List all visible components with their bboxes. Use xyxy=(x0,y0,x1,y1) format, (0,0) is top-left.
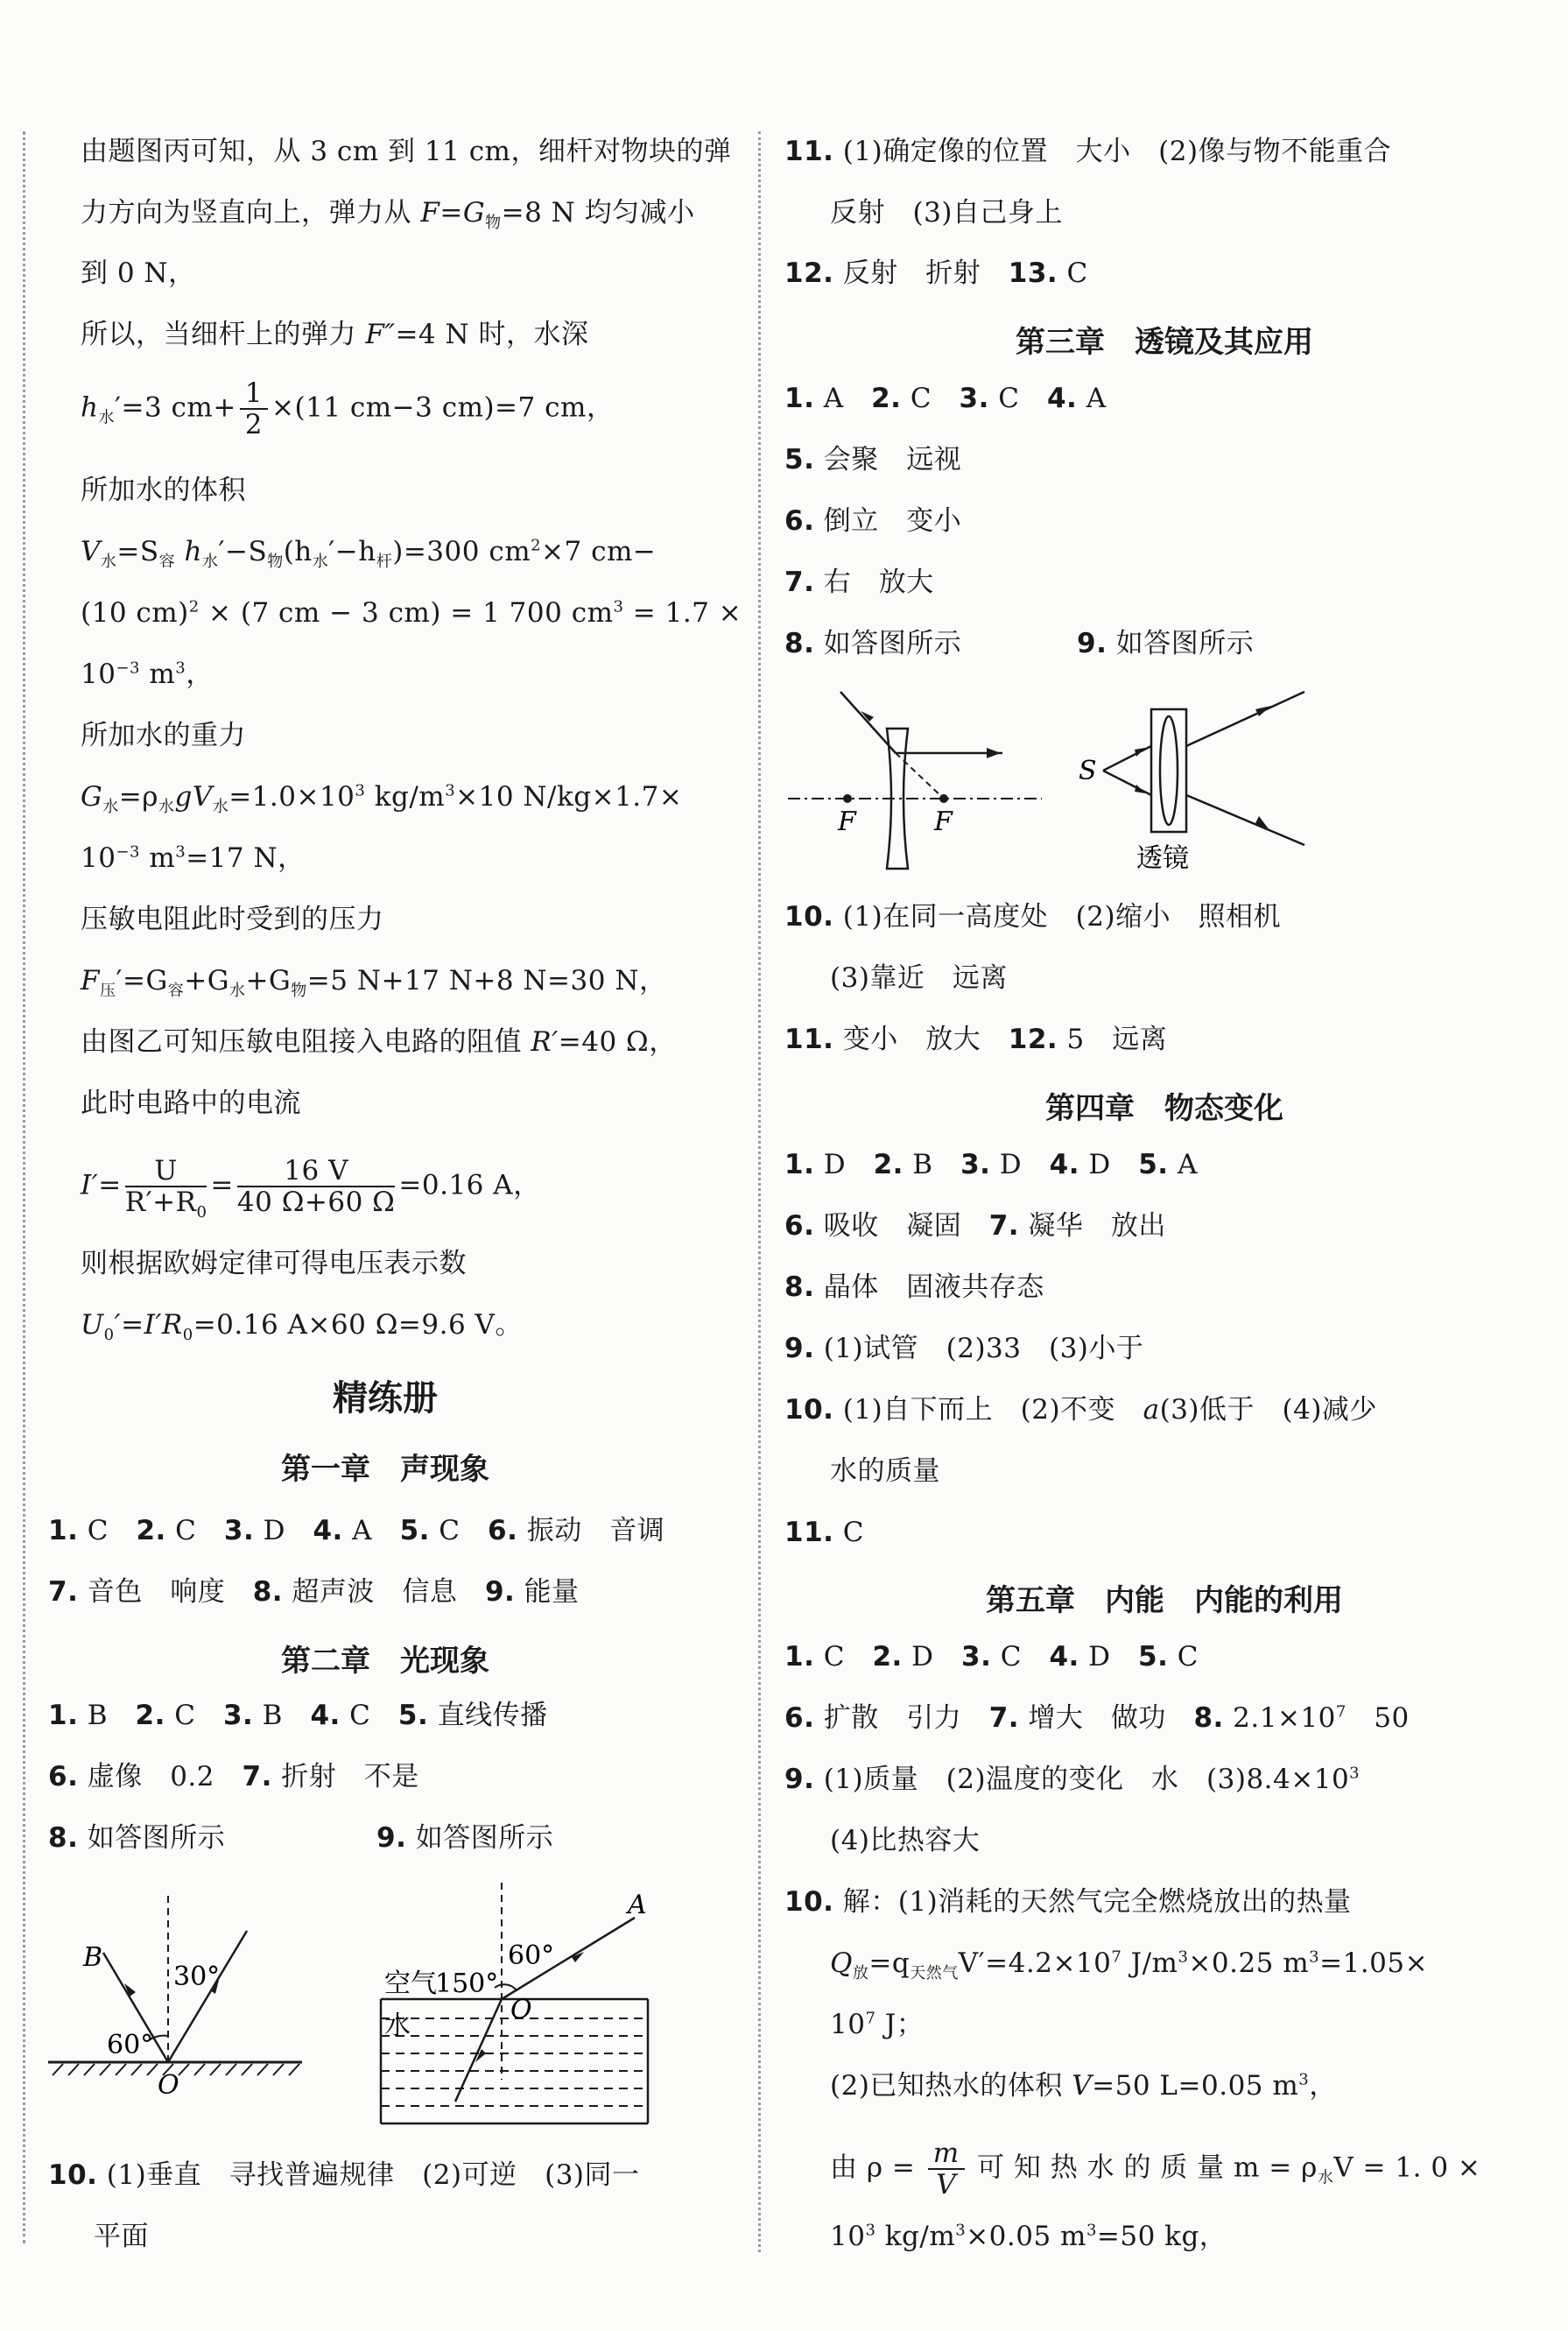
answer-line: 5. 会聚 远视 xyxy=(784,444,962,475)
answer-line: 8. 如答图所示 xyxy=(784,628,962,659)
answer-line: 9. 如答图所示 xyxy=(376,1822,554,1854)
answer-line: 平面 xyxy=(94,2221,149,2252)
formula-line: $G_水=\rho_水gV_水=1.0\times 10^3$ $kg/m^3\times 10$ N/kg×1.7× xyxy=(81,781,683,817)
text-line: 所加水的体积 xyxy=(81,475,246,506)
answer-line: 7. 右 放大 xyxy=(784,567,934,598)
answer-line: 10. (1)在同一高度处 (2)缩小 照相机 xyxy=(784,901,1282,933)
formula-line: $U_0'=I'R_0=0.16$ A×60 Ω=9.6 V。 xyxy=(81,1309,523,1345)
chapter-heading: 第二章 光现象 xyxy=(281,1644,489,1679)
text-line: 此时电路中的电流 xyxy=(81,1088,301,1119)
book-heading: 精练册 xyxy=(333,1378,438,1419)
text-line: 由题图丙可知，从 3 cm 到 11 cm，细杆对物块的弹 xyxy=(81,136,732,167)
fraction: $\frac{m}{V}$ xyxy=(928,2138,965,2200)
answer-line: 1. C 2. C 3. D 4. A 5. C 6. 振动 音调 xyxy=(48,1515,665,1546)
answer-line: 1. A 2. C 3. C 4. A xyxy=(784,383,1107,414)
focus-label: F xyxy=(838,806,856,837)
ray-label-a: A xyxy=(628,1890,647,1920)
chapter-heading: 第五章 内能 内能的利用 xyxy=(986,1583,1343,1618)
answer-line: 9. 如答图所示 xyxy=(1077,628,1255,659)
answer-line: (4)比热容大 xyxy=(830,1825,981,1856)
formula-line: I′= $\frac{U}{R'+R_0}$ = $\frac{16 V}{40 \Omega+60 \Omega}$ =0.16 A， xyxy=(81,1155,541,1222)
answer-line: 1. B 2. C 3. B 4. C 5. 直线传播 xyxy=(48,1700,548,1731)
answer-line: 7. 音色 响度 8. 超声波 信息 9. 能量 xyxy=(48,1576,580,1608)
answer-line: 6. 吸收 凝固 7. 凝华 放出 xyxy=(784,1210,1166,1242)
answer-line: 12. 反射 折射 13. C xyxy=(784,257,1088,289)
answer-line: 11. (1)确定像的位置 大小 (2)像与物不能重合 xyxy=(784,136,1392,167)
formula-line: $10^3$ $kg/m^3\times 0.05$ $m^3=50$ kg， xyxy=(830,2221,1227,2252)
angle-label: 30° xyxy=(173,1961,221,1992)
answer-line: 反射 (3)自己身上 xyxy=(830,197,1063,229)
text-line: 力方向为竖直向上，弹力从 $F=G_物=8$ N 均匀减小 xyxy=(81,197,695,233)
text-line: 所加水的重力 xyxy=(81,720,246,751)
answer-line: 6. 扩散 引力 7. 增大 做功 8. $2.1\times 10^7$ 50 xyxy=(784,1702,1410,1734)
formula-line: $h_水'=3$ cm+ $\frac{1}{2}$ ×(11 cm−3 cm)=7 cm， xyxy=(81,377,615,440)
text-line: 所以，当细杆上的弹力 F″=4 N 时，水深 xyxy=(81,319,589,350)
medium-label-air: 空气 xyxy=(384,1968,437,1999)
text-line: 压敏电阻此时受到的压力 xyxy=(81,904,384,935)
text-line: 由图乙可知压敏电阻接入电路的阻值 R′=40 Ω， xyxy=(81,1026,677,1058)
fraction: $\frac{1}{2}$ xyxy=(240,378,268,440)
angle-label: 150° xyxy=(435,1968,499,1999)
left-margin-rule xyxy=(23,131,25,2243)
answer-line: 水的质量 xyxy=(830,1455,940,1487)
ray-label-b: B xyxy=(83,1942,103,1973)
formula-line: $F_压'=G_容+G_水+G_物=5$ N+17 N+8 N=30 N， xyxy=(81,965,667,1001)
refraction-diagram xyxy=(372,1878,652,2128)
answer-line: 8. 晶体 固液共存态 xyxy=(784,1271,1044,1303)
column-divider xyxy=(758,131,761,2252)
text-line: 则根据欧姆定律可得电压表示数 xyxy=(81,1248,467,1279)
answer-line: 10. (1)自下而上 (2)不变 a(3)低于 (4)减少 xyxy=(784,1394,1377,1426)
concave-lens-diagram xyxy=(784,683,1046,876)
formula-line: $Q_放=q_{天然气}V'=4.2\times 10^7$ $J/m^3\times 0.25$ $m^3=1.05\times$ xyxy=(830,1947,1429,1983)
fraction: $\frac{16 V}{40 \Omega+60 \Omega}$ xyxy=(236,1155,396,1218)
formula-line: $10^7$ J； xyxy=(830,2009,925,2040)
formula-line: (2)已知热水的体积 V=50 L=0.05 $m^3$， xyxy=(830,2070,1337,2102)
source-label-s: S xyxy=(1079,756,1097,786)
medium-label-water: 水 xyxy=(384,2011,411,2041)
angle-label: 60° xyxy=(107,2030,154,2060)
answer-line: (3)靠近 远离 xyxy=(830,962,1008,994)
point-label-o: O xyxy=(510,1995,532,2025)
answer-line: 8. 如答图所示 xyxy=(48,1822,226,1854)
answer-line: 11. C xyxy=(784,1517,864,1548)
reflection-diagram xyxy=(44,1878,306,2097)
formula-line: (10 cm)$^2$ × (7 cm − 3 cm) = 1 700 $cm^3 = 1.7$ × xyxy=(81,597,742,629)
formula-line: 由 ρ = $\frac{m}{V}$ 可 知 热 水 的 质 量 $m = \rho_水V = 1$. 0 × xyxy=(830,2137,1481,2201)
answer-line: 1. D 2. B 3. D 4. D 5. A xyxy=(784,1149,1198,1180)
chapter-heading: 第一章 声现象 xyxy=(281,1452,489,1487)
chapter-heading: 第三章 透镜及其应用 xyxy=(1016,325,1313,360)
formula-line: $10^{-3}$ $m^3$， xyxy=(81,658,214,690)
formula-line: $10^{-3}$ $m^3=17$ N， xyxy=(81,842,306,874)
focus-label: F xyxy=(934,806,953,837)
answer-line: 11. 变小 放大 12. 5 远离 xyxy=(784,1024,1168,1055)
convex-lens-diagram xyxy=(1068,683,1313,876)
angle-label: 60° xyxy=(508,1940,555,1971)
text-line: 到 0 N， xyxy=(81,257,196,289)
answer-line: 6. 倒立 变小 xyxy=(784,505,962,537)
answer-line: 1. C 2. D 3. C 4. D 5. C xyxy=(784,1641,1199,1673)
lens-label: 透镜 xyxy=(1136,843,1189,874)
answer-line: 9. (1)质量 (2)温度的变化 水 $(3)8.4\times 10^3$ xyxy=(784,1764,1361,1795)
point-label-o: O xyxy=(158,2070,179,2097)
fraction: $\frac{U}{R'+R_0}$ xyxy=(124,1155,207,1222)
answer-line: 6. 虚像 0.2 7. 折射 不是 xyxy=(48,1761,419,1792)
answer-line: 10. (1)垂直 寻找普遍规律 (2)可逆 (3)同一 xyxy=(48,2159,640,2191)
chapter-heading: 第四章 物态变化 xyxy=(1045,1091,1283,1126)
answer-line: 9. (1)试管 (2)33 (3)小于 xyxy=(784,1333,1144,1364)
formula-line: $V_水=S_容$ $h_水'-S_物(h_水'-h_杆)=300$ $cm^2\times 7$ cm− xyxy=(81,536,657,572)
answer-line: 10. 解：(1)消耗的天然气完全燃烧放出的热量 xyxy=(784,1886,1352,1918)
